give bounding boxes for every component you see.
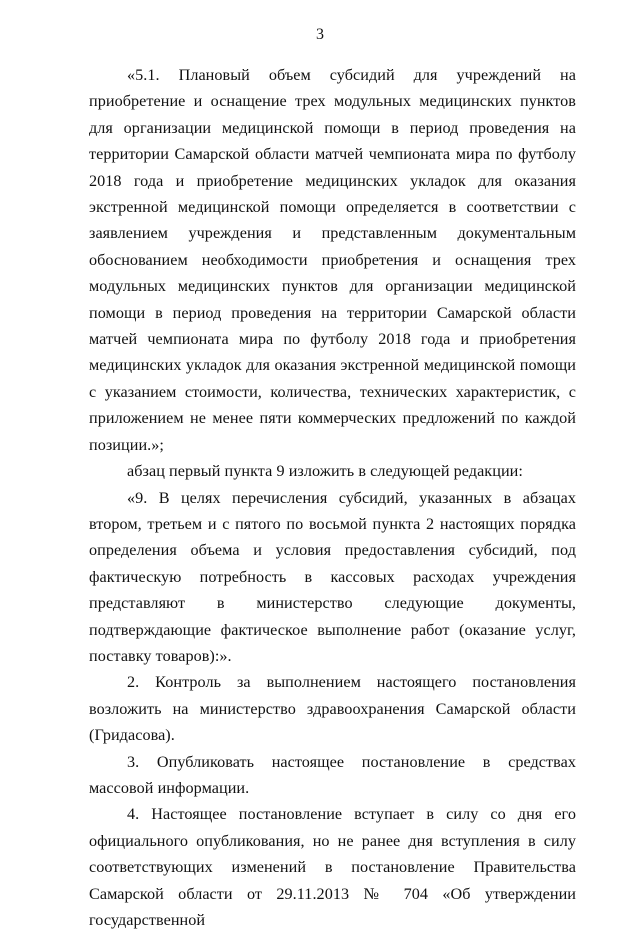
paragraph-amendment-intro: абзац первый пункта 9 изложить в следующей редакции: <box>127 462 523 481</box>
paragraph-item-4: 4. Настоящее постановление вступает в силу со дня его официального опубликования, но не ранее дня вступления в силу соответствующих изменений в постановление Правительства Самарской области от 29.11.2013 № 704 «Об утверждении государственной <box>89 805 576 929</box>
paragraph-item-2: 2. Контроль за выполнением настоящего постановления возложить на министерство здравоохранения Самарской области (Гридасова). <box>89 673 576 745</box>
page-number: 3 <box>316 26 324 43</box>
paragraph-9: «9. В целях перечисления субсидий, указанных в абзацах втором, третьем и с пятого по восьмой пункта 2 настоящих порядка определения объема и условия предоставления субсидий, под фактическую потребность в кассовых расходах учреждения представляют в министерство следующие документы, подтверждающие фактическое выполнение работ (оказание услуг, поставку товаров):». <box>89 488 576 665</box>
paragraph-item-3: 3. Опубликовать настоящее постановление в средствах массовой информации. <box>89 752 576 797</box>
document-body <box>89 62 576 933</box>
paragraph-5-1: «5.1. Плановый объем субсидий для учреждений на приобретение и оснащение трех модульных медицинских пунктов для организации медицинской помощи в период проведения на территории Самарской области матчей чемпионата мира по футболу 2018 года и приобретение медицинских укладок для оказания экстренной медицинской помощи определяется в соответствии с заявлением учреждения и представленным документальным обоснованием необходимости приобретения и оснащения трех модульных медицинских пунктов для организации медицинской помощи в период проведения на территории Самарской области матчей чемпионата мира по футболу 2018 года и приобретения медицинских укладок для оказания экстренной медицинской помощи с указанием стоимости, количества, технических характеристик, с приложением не менее пяти коммерческих предложений по каждой позиции.»; <box>89 66 576 454</box>
